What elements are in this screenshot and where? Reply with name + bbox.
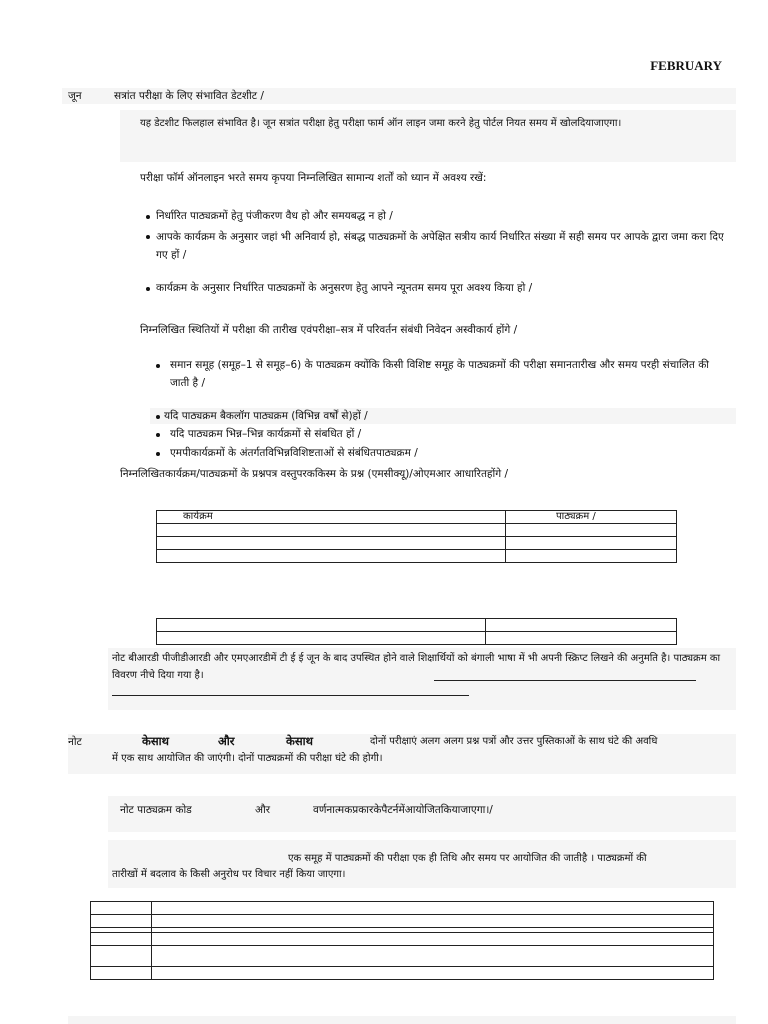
table-row	[157, 537, 677, 550]
month-heading: FEBRUARY	[650, 58, 722, 73]
note2-line2: में एक साथ आयोजित की जाएंगी। दोनों पाठ्यक्रमों की परीक्षा घंटे की होगी।	[112, 753, 383, 764]
note2-label: नोट	[68, 736, 82, 748]
bullet-icon	[146, 287, 150, 291]
not-accepted-item: यदि पाठ्यक्रम बैकलॉग पाठ्यक्रम (विभिन्न वर्षों से)हों /	[164, 410, 368, 422]
table-row	[91, 933, 714, 946]
note4-line1: एक समूह में पाठ्यक्रमों की परीक्षा एक ही तिथि और समय पर आयोजित की जातीहै । पाठ्यक्रमों की	[288, 853, 647, 864]
table-row	[157, 632, 677, 645]
objective-paragraph: निम्नलिखितकार्यक्रम/पाठ्यक्रमों के प्रश्नपत्र वस्तुपरककिस्म के प्रश्न (एमसीक्यू)/ओएमआर आधारितहोंगे /	[120, 468, 509, 480]
note-bengali-script: नोट बीआरडी पीजीडीआरडी और एमएआरडीमें टी ई ई जून के बाद उपस्थित होने वाले शिक्षार्थियों को बंगाली भाषा में भी अपनी स्क्रिप्ट लिखने की अनुमति है। पाठ्यक्रम का विवरण नीचे दिया गया है।	[112, 653, 721, 681]
bullet-icon	[156, 433, 160, 437]
section-label: जून	[68, 90, 82, 102]
bullet-icon	[156, 452, 160, 456]
note2-word-with: केसाथ	[142, 736, 169, 748]
table-header-row	[157, 511, 677, 524]
not-accepted-item: यदि पाठ्यक्रम भिन्न–भिन्न कार्यक्रमों से संबधित हों /	[170, 428, 362, 440]
bullet-icon	[146, 235, 150, 239]
condition-item: कार्यक्रम के अनुसार निर्धारित पाठ्यक्रमों के अनुसरण हेतु आपने न्यूनतम समय पूरा अवश्य किया हो /	[156, 282, 533, 294]
table-row	[91, 915, 714, 928]
not-accepted-item: एमपीकार्यक्रमों के अंतर्गतविभिन्नविशिष्टताओं से संबंधितपाठ्यक्रम /	[170, 447, 418, 459]
condition-item: निर्धारित पाठ्यक्रमों हेतु पंजीकरण वैध हो और समयबद्ध न हो /	[156, 210, 393, 222]
footer-bg	[68, 1016, 736, 1024]
note2-word-with-2: केसाथ	[286, 736, 313, 748]
note2-word-and: और	[218, 736, 235, 748]
table-header-course: पाठ्यक्रम /	[506, 511, 677, 524]
program-course-table	[156, 510, 677, 563]
table-row	[157, 550, 677, 563]
conditions-intro: परीक्षा फॉर्म ऑनलाइन भरते समय कृपया निम्नलिखित सामान्य शर्तों को ध्यान में अवश्य रखें:	[140, 172, 487, 184]
bullet-icon	[146, 215, 150, 219]
bullet-icon	[156, 364, 160, 368]
section-title: सत्रांत परीक्षा के लिए संभावित डेटशीट /	[114, 90, 264, 102]
bottom-table	[90, 901, 714, 980]
underline	[434, 680, 696, 681]
note3-and: और	[255, 804, 271, 816]
table-row	[91, 902, 714, 915]
underline	[112, 695, 469, 696]
note2-line1: दोनों परीक्षाएं अलग अलग प्रश्न पत्रों और उत्तर पुस्तिकाओं के साथ घंटे की अवधि	[370, 736, 658, 747]
not-accepted-item: समान समूह (समूह–1 से समूह–6) के पाठ्यक्रम क्योंकि किसी विशिष्ट समूह के पाठ्यक्रमों की परीक्षा समानतारीख और समय परही संचालित की जाती है /	[170, 359, 709, 389]
datesheet-paragraph: यह डेटशीट फिलहाल संभावित है। जून सत्रांत परीक्षा हेतु परीक्षा फार्म ऑन लाइन जमा करने हेतु पोर्टल नियत समय में खोलदियाजाएगा।	[140, 118, 622, 129]
second-table	[156, 618, 677, 645]
table-row	[91, 946, 714, 967]
note3-label: नोट पाठ्यक्रम कोड	[120, 804, 192, 816]
note3-rest: वर्णनात्मकप्रकारकेपैटर्नमेंआयोजितकियाजाएगा।/	[313, 804, 493, 816]
table-header-program: कार्यक्रम	[157, 511, 506, 524]
table-row	[157, 619, 677, 632]
not-accepted-intro: निम्नलिखित स्थितियों में परीक्षा की तारीख एवंपरीक्षा–सत्र में परिवर्तन संबंधी निवेदन अस्वीकार्य होंगे /	[140, 324, 518, 336]
bullet-icon	[156, 415, 160, 419]
table-row	[157, 524, 677, 537]
table-row	[91, 967, 714, 980]
note4-line2: तारीखों में बदलाव के किसी अनुरोध पर विचार नहीं किया जाएगा।	[112, 869, 346, 880]
condition-item: आपके कार्यक्रम के अनुसार जहां भी अनिवार्य हो, संबद्ध पाठ्यक्रमों के अपेक्षित सत्रीय कार्य निर्धारित संख्या में सही समय पर आपके द्वारा जमा करा दिए गए हों /	[156, 231, 724, 261]
